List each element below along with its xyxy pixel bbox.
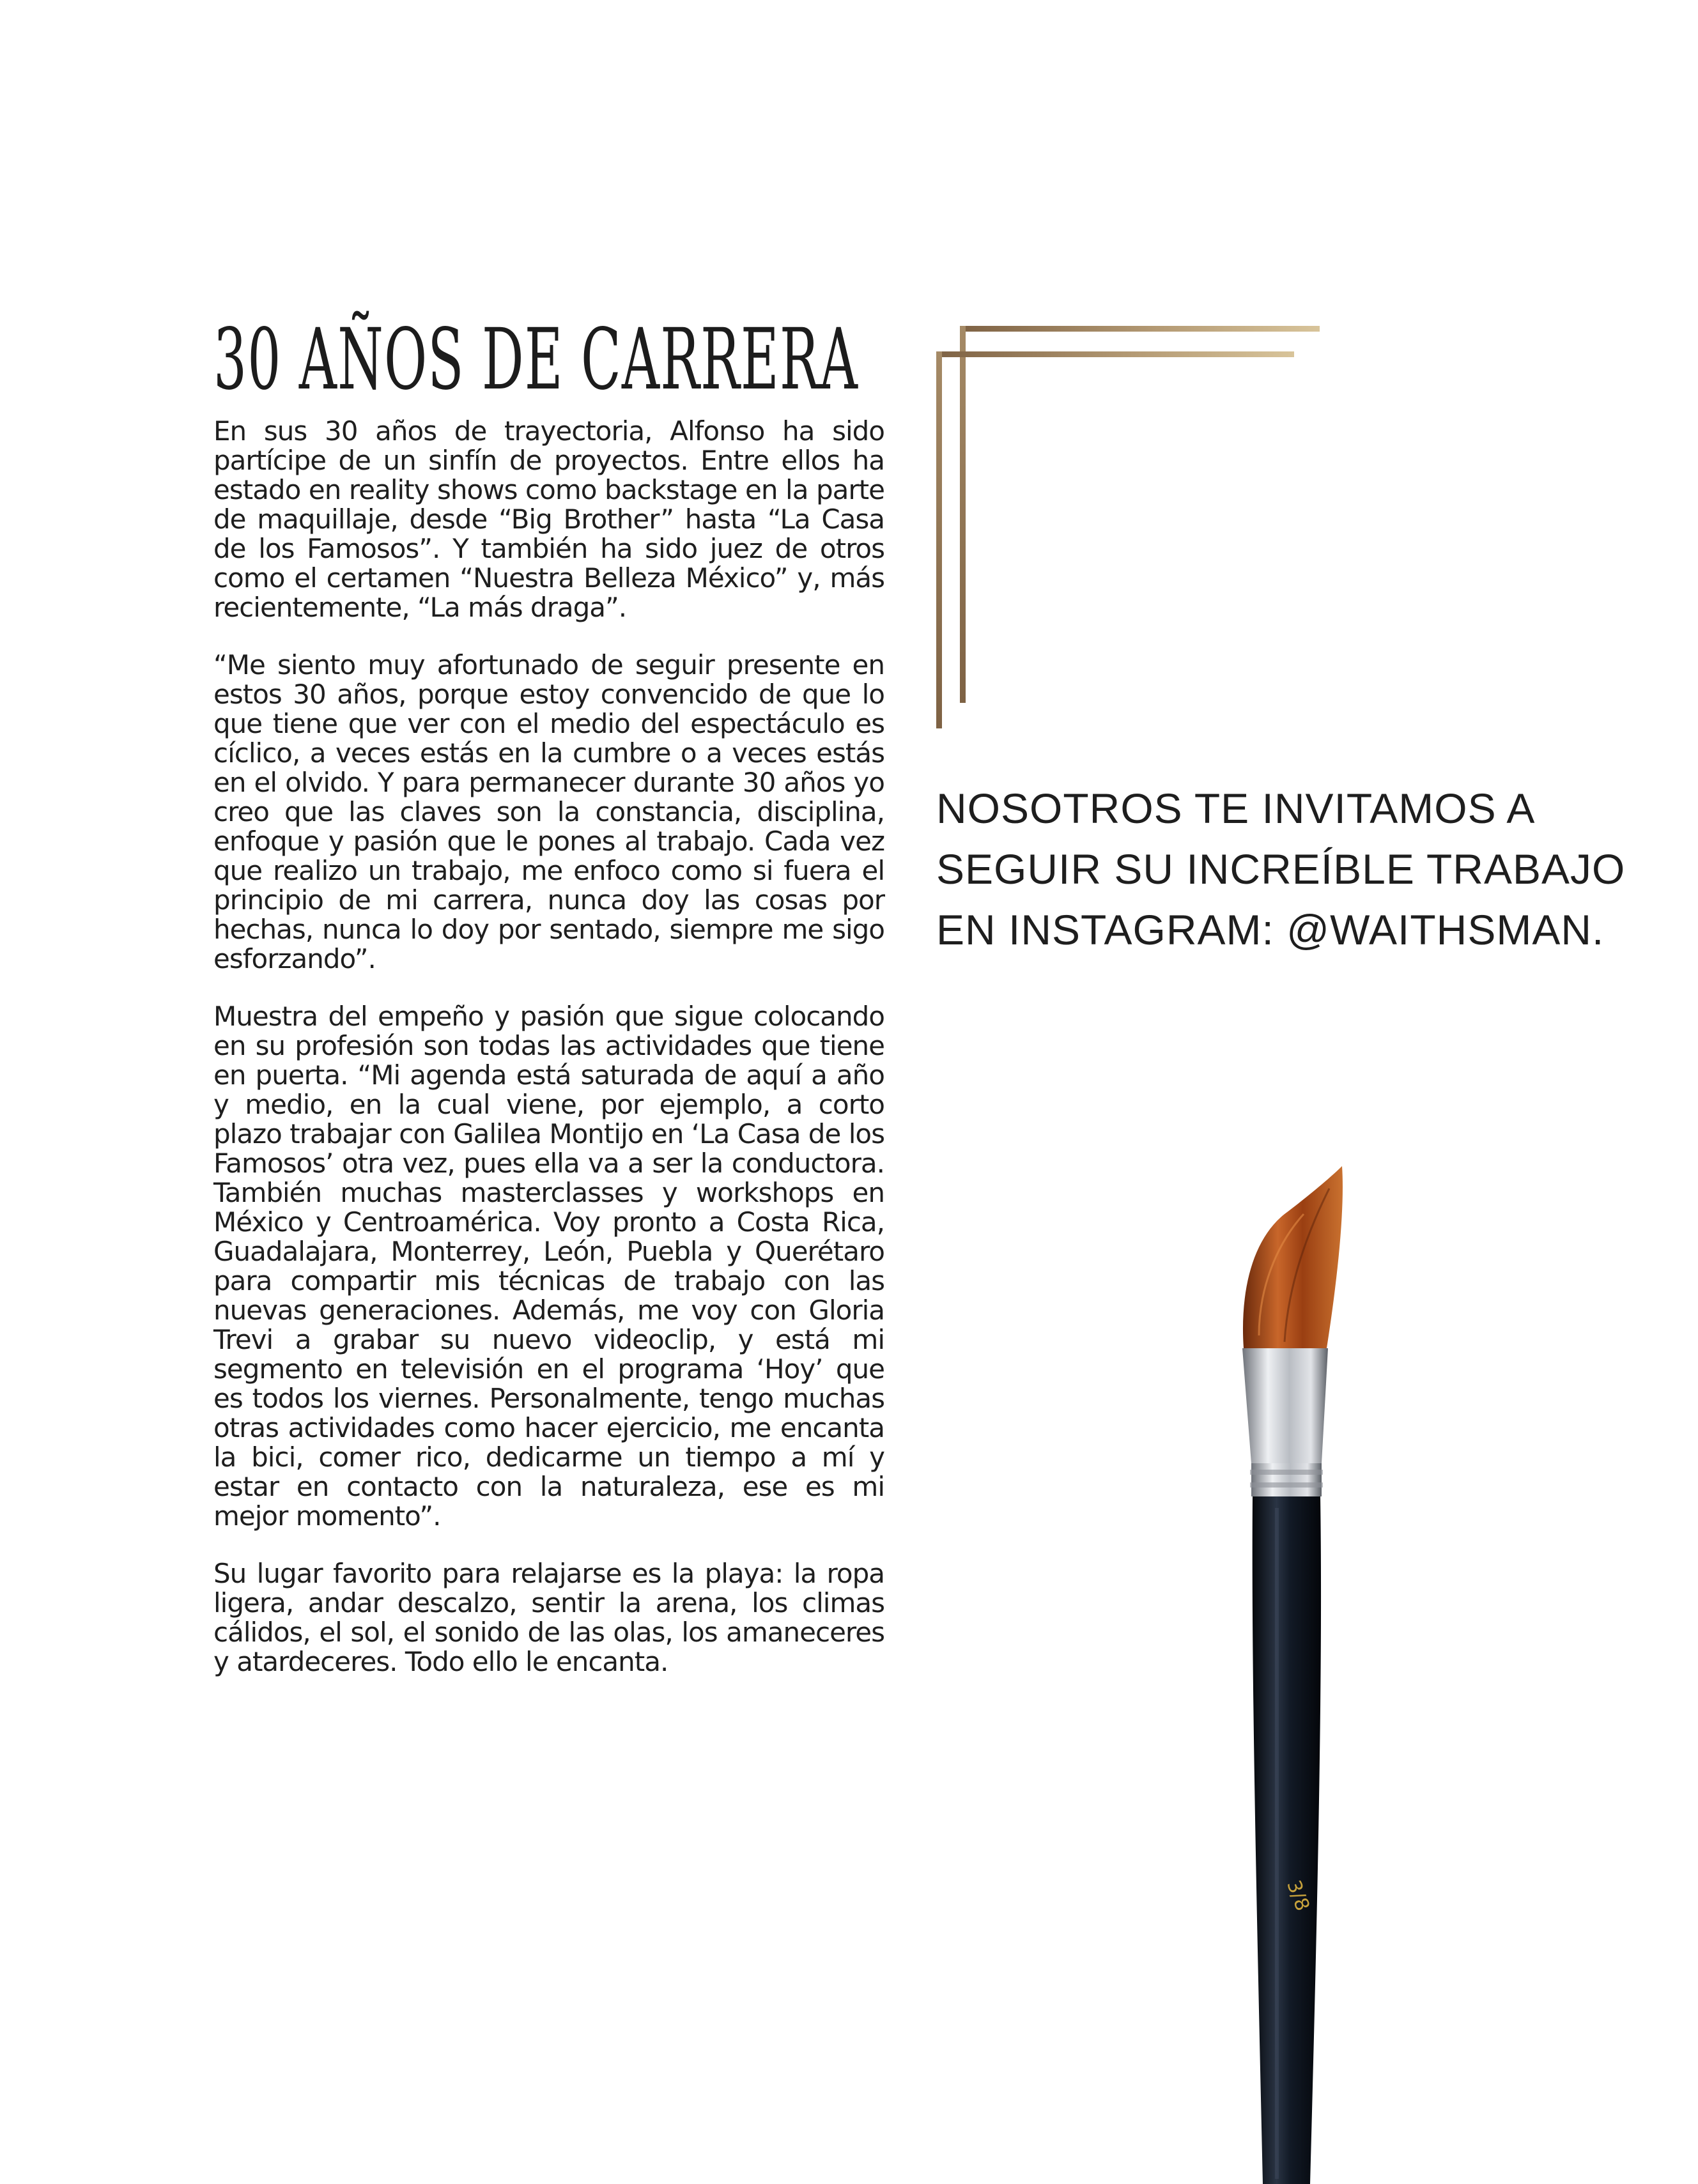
article-paragraph-2: “Me siento muy afortunado de seguir presente en estos 30 años, porque estoy convencido de que lo que tiene que ver con el medio del espectáculo es cíclico, a veces estás en la cumbre o a veces estás en el olvido. Y para permanecer durante 30 años yo creo que las claves son la constancia, disciplina, enfoque y pasión que le pones al trabajo. Cada vez que realizo un trabajo, me enfoco como si fuera el principio de mi carrera, nunca doy las cosas por hechas, nunca lo doy por sentado, siempre me sigo esforzando”. (213, 649, 884, 974)
article-paragraph-1: En sus 30 años de trayectoria, Alfonso ha sido partícipe de un sinfín de proyectos. Entre ellos ha estado en reality shows como backstage en la parte de maquillaje, desde “Big Brother” hasta “La Casa de los Famosos”. Y también ha sido juez de otros como el certamen “Nuestra Belleza México” y, más recientemente, “La más draga”. (213, 415, 884, 623)
makeup-brush-image (1214, 1163, 1368, 2184)
article-title: 30 AÑOS DE CARRERA (213, 311, 859, 409)
article-paragraph-4: Su lugar favorito para relajarse es la playa: la ropa ligera, andar descalzo, sentir la arena, los climas cálidos, el sol, el sonido de las olas, los amaneceres y atardeceres. Todo ello le encanta. (213, 1558, 884, 1677)
gold-corner-frame-icon (933, 319, 1329, 735)
brush-size-label: 3/8 (1282, 1877, 1314, 1914)
article-body (213, 417, 884, 1705)
article-paragraph-3: Muestra del empeño y pasión que sigue colocando en su profesión son todas las actividades que tiene en puerta. “Mi agenda está saturada de aquí a año y medio, en la cual viene, por ejemplo, a corto plazo trabajar con Galilea Montijo en ‘La Casa de los Famosos’ otra vez, pues ella va a ser la conductora. También muchas masterclasses y workshops en México y Centroamérica. Voy pronto a Costa Rica, Guadalajara, Monterrey, León, Puebla y Querétaro para compartir mis técnicas de trabajo con las nuevas generaciones. Además, me voy con Gloria Trevi a grabar su nuevo videoclip, y está mi segmento en televisión en el programa ‘Hoy’ que es todos los viernes. Personalmente, tengo muchas otras actividades como hacer ejercicio, me encanta la bici, comer rico, dedicarme un tiempo a mí y estar en contacto con la naturaleza, ese es mi mejor momento”. (213, 1001, 884, 1532)
instagram-callout: NOSOTROS TE INVITAMOS A SEGUIR SU INCREÍBLE TRABAJO EN INSTAGRAM: @WAITHSMAN. (936, 785, 1626, 953)
